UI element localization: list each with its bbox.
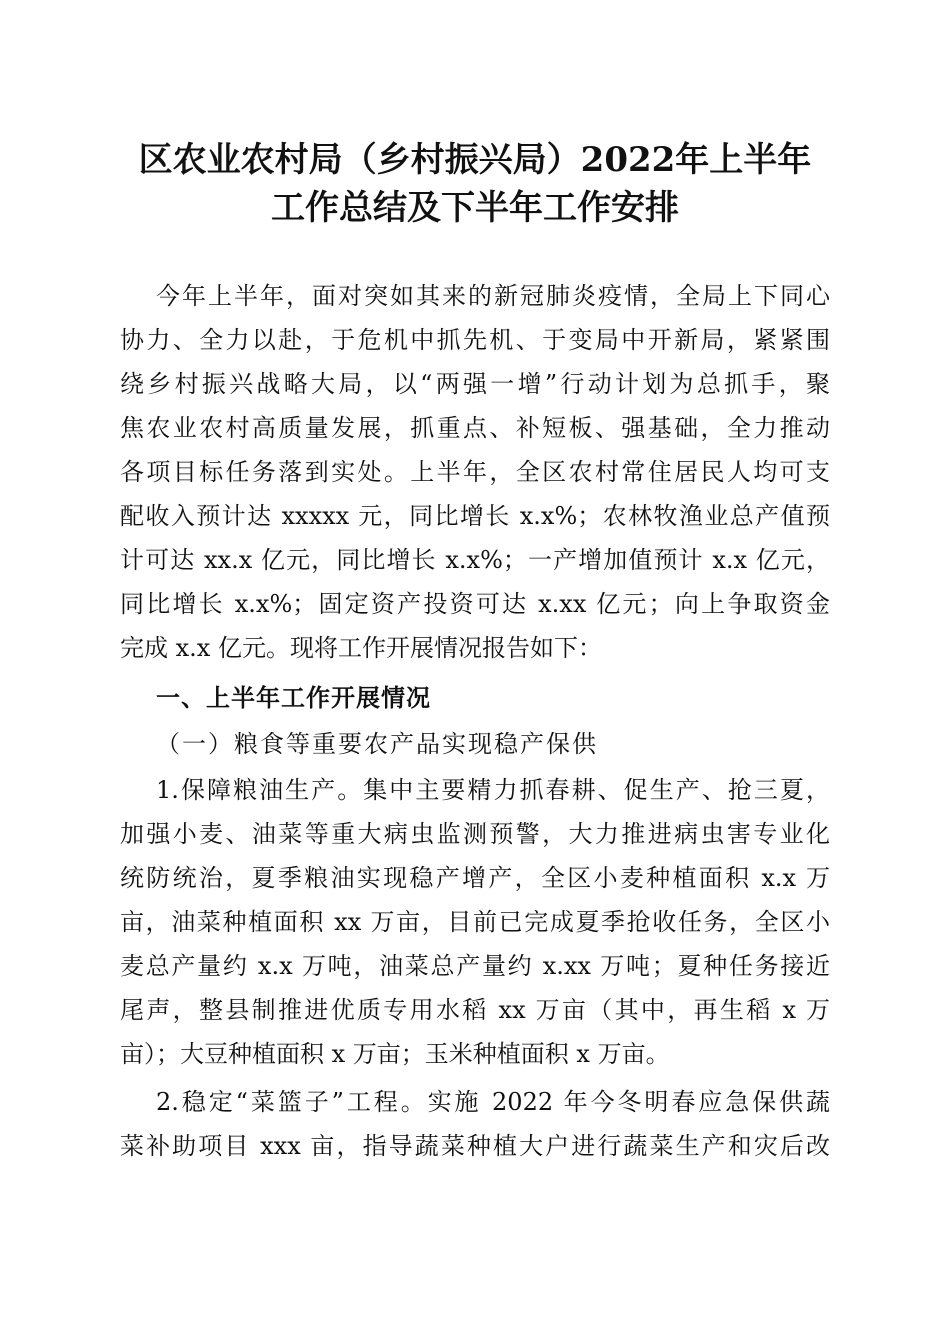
intro-line: 计可达 xx.x 亿元，同比增长 x.x%；一产增加值预计 x.x 亿元， <box>120 546 830 574</box>
intro-line: 绕乡村振兴战略大局，以“两强一增”行动计划为总抓手，聚 <box>120 370 830 398</box>
item-1-line: 统防统治，夏季粮油实现稳产增产，全区小麦种植面积 x.x 万 <box>120 864 830 892</box>
item-1-line: 尾声，整县制推进优质专用水稻 xx 万亩（其中，再生稻 x 万 <box>120 996 830 1024</box>
item-2-line: 2.稳定“菜篮子”工程。实施 2022 年今冬明春应急保供蔬 <box>156 1088 830 1116</box>
intro-line: 配收入预计达 xxxxx 元，同比增长 x.x%；农林牧渔业总产值预 <box>120 502 830 530</box>
item-1-line: 亩）；大豆种植面积 x 万亩；玉米种植面积 x 万亩。 <box>120 1040 670 1068</box>
intro-line: 今年上半年，面对突如其来的新冠肺炎疫情，全局上下同心 <box>156 282 830 310</box>
intro-line: 完成 x.x 亿元。现将工作开展情况报告如下： <box>120 634 602 662</box>
item-1-line: 麦总产量约 x.x 万吨，油菜总产量约 x.xx 万吨；夏种任务接近 <box>120 952 830 980</box>
item-1-line: 加强小麦、油菜等重大病虫监测预警，大力推进病虫害专业化 <box>120 820 830 848</box>
intro-line: 同比增长 x.x%；固定资产投资可达 x.xx 亿元；向上争取资金 <box>120 590 830 618</box>
intro-line: 焦农业农村高质量发展，抓重点、补短板、强基础，全力推动 <box>120 414 830 442</box>
document-title-line-1: 区农业农村局（乡村振兴局）2022年上半年 <box>138 140 812 180</box>
document-title-line-2: 工作总结及下半年工作安排 <box>271 188 679 228</box>
intro-line: 各项目标任务落到实处。上半年，全区农村常住居民人均可支 <box>120 458 830 486</box>
section-heading: 一、上半年工作开展情况 <box>156 684 431 712</box>
item-1-line: 1.保障粮油生产。集中主要精力抓春耕、促生产、抢三夏， <box>156 776 830 804</box>
item-1-line: 亩，油菜种植面积 xx 万亩，目前已完成夏季抢收任务，全区小 <box>120 908 830 936</box>
subsection-heading: （一）粮食等重要农产品实现稳产保供 <box>156 730 598 758</box>
item-2-line: 菜补助项目 xxx 亩，指导蔬菜种植大户进行蔬菜生产和灾后改 <box>120 1132 830 1160</box>
intro-line: 协力、全力以赴，于危机中抓先机、于变局中开新局，紧紧围 <box>120 326 830 354</box>
